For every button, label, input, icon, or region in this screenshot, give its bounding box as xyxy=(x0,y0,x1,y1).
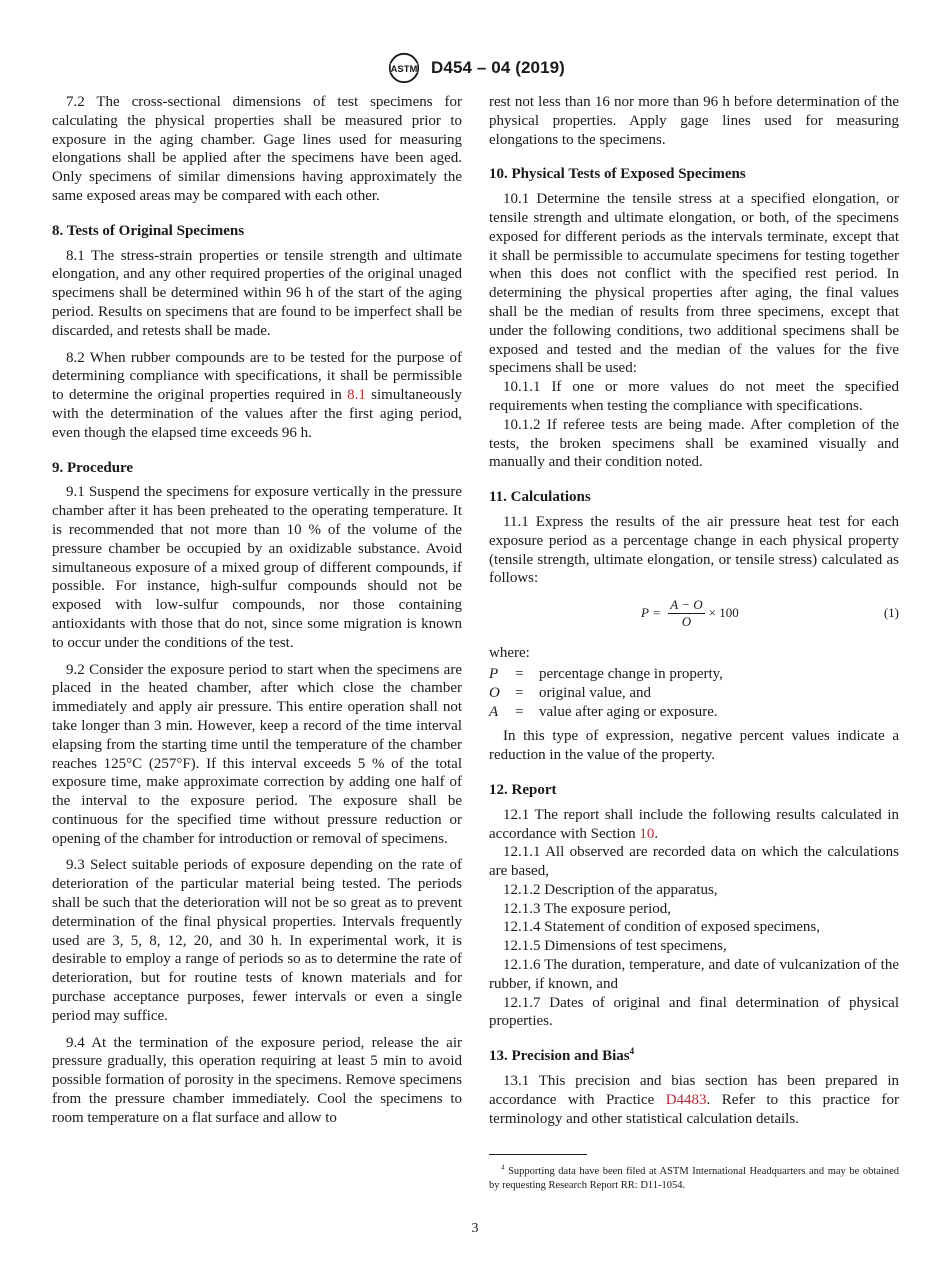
paragraph-9-4-continued: rest not less than 16 nor more than 96 h before determination of the physical properties. Apply gage lines used for measuring elongations to the specimens. xyxy=(489,94,899,148)
paragraph-11-note: In this type of expression, negative percent values indicate a reduction in the value of the property. xyxy=(489,728,899,764)
where-label: where: xyxy=(489,645,530,662)
paragraph-7-2: 7.2 The cross-sectional dimensions of test specimens for calculating the physical properties shall be measured prior to exposure in the aging chamber. Gage lines used for measuring elongations shall be applied after the specimens have been aged. Only specimens of similar dimensions having approximately the same exposed areas may be compared with each other. xyxy=(52,94,462,204)
equation-equals: = xyxy=(652,604,661,620)
paragraph-10-1-1: 10.1.1 If one or more values do not meet the specified requirements when testing the compliance with specifications. xyxy=(489,379,899,414)
paragraph-12-1-4: 12.1.4 Statement of condition of exposed specimens, xyxy=(503,919,821,936)
paragraph-12-1-7: 12.1.7 Dates of original and final determination of physical properties. xyxy=(489,994,899,1030)
paragraph-9-4: 9.4 At the termination of the exposure period, release the air pressure gradually, this operation requiring at least 5 min to avoid possible formation of porosity in the specimens. Remove specimens from the pressure chamber immediately. Cool the specimens to room temperature on a flat surface and allow to xyxy=(52,1034,462,1126)
paragraph-11-1: 11.1 Express the results of the air pressure heat test for each exposure period as a percentage change in each physical property (tensile strength, ultimate elongation, or tensile stress) calculated as follows: xyxy=(489,513,899,587)
paragraph-8-2: 8.2 When rubber compounds are to be tested for the purpose of determining compliance with specifications, it shall be permissible to determine the original properties required in 8.1 simultaneously with the determination of the values after the first aging period, even though the elapsed time exceeds 96 h. xyxy=(52,349,462,441)
footnote-4: $^4$ Supporting data have been filed at ASTM International Headquarters and may be obtained by requesting Research Report RR: D11-1054. xyxy=(489,1163,899,1192)
astm-logo-text: ASTM xyxy=(390,63,418,75)
paragraph-9-3: 9.3 Select suitable periods of exposure depending on the rate of deterioration of the particular material being tested. The periods shall be such that the deterioration will not be so great as to prevent determination of the final physical properties. Intervals frequently used are 3, 5, 8, 12, 20, and 30 h. In experimental work, it is desirable to employ a range of periods so as to determine the rate of deterioration, but for routine tests of known materials and for purchase acceptance purposes, fewer intervals or even a single period may suffice. xyxy=(52,857,462,1024)
paragraph-9-2: 9.2 Consider the exposure period to start when the specimens are placed in the heated chamber, after which close the chamber immediately and apply air pressure. This entire operation shall not take longer than 3 min. However, keep a record of the time interval elapsing from the starting time until the temperature of the chamber reaches 125°C (257°F). If this interval exceeds 5 % of the total exposure time, make approximate correction by adding one half of the interval to the exposure period. The exposure shall be continuous for the specified time without pressure reduction or opening of the chamber for introduction or removal of specimens. xyxy=(52,661,462,847)
paragraph-12-1-2: 12.1.2 Description of the apparatus, xyxy=(503,881,718,898)
paragraph-12-1: 12.1 The report shall include the following results calculated in accordance with Section 10. xyxy=(489,806,899,842)
link-d4483[interactable]: D4483 xyxy=(665,1091,707,1108)
paragraph-9-1: 9.1 Suspend the specimens for exposure vertically in the pressure chamber after it has been preheated to the operating temperature. It is recommended that not more than 10 % of the volume of the pressure chamber be occupied by an oxidizable substance. Avoid simultaneous exposure of a mixed group of different compounds, if possible. For instance, high-sulfur compounds should not be exposed with low-sulfur compounds, nor those containing antioxidants with those that do not, since some migration is known to occur under the conditions of the test. xyxy=(52,484,462,651)
footnote-divider xyxy=(489,1154,587,1155)
paragraph-8-1: 8.1 The stress-strain properties or tensile strength and ultimate elongation, and any other required properties of the original unaged specimens shall be determined within 96 h of the start of the aging period. Results on specimens that are found to be imperfect shall be discarded, and retests shall be made. xyxy=(52,247,462,339)
right-column xyxy=(489,93,899,1193)
standard-designation: D454 – 04 (2019) xyxy=(431,58,565,77)
section-12-title: 12. Report xyxy=(489,781,557,798)
paragraph-12-1-3: 12.1.3 The exposure period, xyxy=(503,900,672,917)
definition-row: P = percentage change in property, xyxy=(489,665,723,682)
definition-row: O = original value, and xyxy=(489,684,652,701)
link-8-1[interactable]: 8.1 xyxy=(347,387,366,404)
paragraph-12-1-6: 12.1.6 The duration, temperature, and date of vulcanization of the rubber, if known, and xyxy=(489,957,899,992)
equation-number: (1) xyxy=(883,605,899,621)
equation-fraction xyxy=(668,597,704,630)
equation-numerator: A − O xyxy=(670,596,703,612)
definition-row: A = value after aging or exposure. xyxy=(489,703,718,720)
equation-1 xyxy=(489,594,899,632)
paragraph-10-1: 10.1 Determine the tensile stress at a specified elongation, or tensile strength and ultimate elongation, or both, of the specimens exposed for different periods as the intervals terminate, except that it shall be permissible to accumulate specimens for testing together when this does not conflict with the specified rest period. In determining the physical properties after aging, the final values shall be the median of results from three specimens, except that under the following conditions, two additional specimens shall be exposed and tested and the median of the values for the five specimens shall be used: xyxy=(489,191,899,377)
astm-logo-icon xyxy=(385,51,423,85)
footnote-ref-4[interactable]: 4 xyxy=(629,1046,635,1057)
section-10-title: 10. Physical Tests of Exposed Specimens xyxy=(489,166,746,183)
variable-definitions xyxy=(489,665,899,721)
link-section-10[interactable]: 10 xyxy=(639,825,655,842)
paragraph-13-1: 13.1 This precision and bias section has been prepared in accordance with Practice D4483. Refer to this practice for terminology and other statistical calculation details. xyxy=(489,1073,899,1127)
paragraph-12-1-1: 12.1.1 All observed are recorded data on which the calculations are based, xyxy=(489,844,899,880)
paragraph-12-1-5: 12.1.5 Dimensions of test specimens, xyxy=(503,938,727,955)
section-11-title: 11. Calculations xyxy=(489,489,591,506)
left-column xyxy=(52,93,462,1128)
page-header xyxy=(0,50,950,86)
section-13-title: 13. Precision and Bias$^4$ xyxy=(489,1046,635,1065)
equation-denominator: O xyxy=(681,613,692,629)
section-9-title: 9. Procedure xyxy=(52,459,134,476)
page-number: 3 xyxy=(471,1221,479,1236)
paragraph-10-1-2: 10.1.2 If referee tests are being made. After completion of the tests, the broken specimens shall be examined visually and manually and their condition noted. xyxy=(489,416,899,471)
section-8-title: 8. Tests of Original Specimens xyxy=(52,222,245,239)
equation-lhs: P xyxy=(641,604,649,620)
equation-factor: × 100 xyxy=(708,604,739,620)
